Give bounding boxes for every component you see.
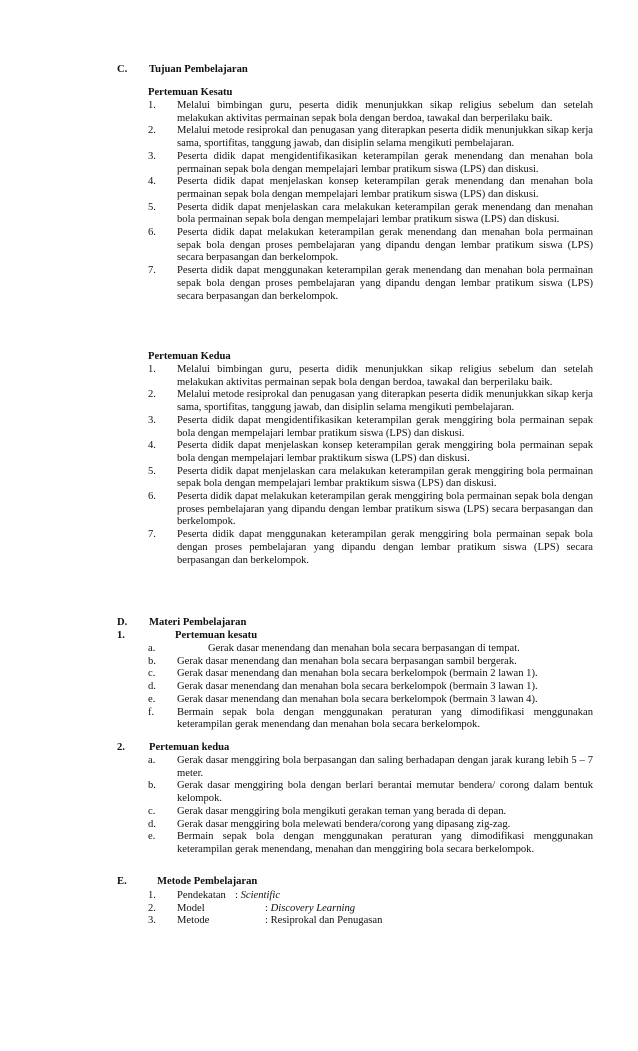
part-title: Pertemuan kesatu [175, 630, 258, 641]
list-item: 7. Peserta didik dapat menggunakan keterampilan gerak menggiring bola permainan sepak bola dengan proses pembelajaran yang dipandu dengan lembar pratikum siswa (LPS) secara berpasangan dan berkelompok. [148, 529, 593, 566]
list-item: 1. Melalui bimbingan guru, peserta didik menunjukkan sikap religius sebelum dan setelah melakukan aktivitas permainan sepak bola dengan berdoa, tawakal dan berperilaku baik. [148, 100, 593, 124]
method-value: Discovery Learning [270, 902, 356, 914]
part-title: Pertemuan kedua [149, 742, 230, 753]
materi-part1-heading [117, 630, 257, 643]
method-row-method: 3. Metode : Resiprokal dan Penugasan [148, 915, 383, 927]
section-title: Materi Pembelajaran [149, 617, 247, 628]
list-item: 5. Peserta didik dapat menjelaskan cara melakukan keterampilan gerak menendang dan menahan bola permainan sepak bola dengan mempelajari lembar pratikum siswa (LPS) dan diskusi. [148, 201, 593, 226]
meeting2-heading: Pertemuan Kedua [148, 351, 231, 362]
list-item: 2. Melalui metode resiprokal dan penugasan yang diterapkan peserta didik menunjukkan sikap kerja sama, sportifitas, tanggung jawab, dan disiplin selama mengikuti pembelajaran. [148, 125, 593, 150]
list-item: 3. Peserta didik dapat mengidentifikasikan keterampilan gerak menggiring bola permainan sepak bola dengan mempelajari lembar pratikum siswa (LPS) dan diskusi. [148, 414, 593, 439]
section-title: Metode Pembelajaran [157, 876, 258, 887]
method-label: Metode [177, 915, 210, 927]
method-sep: : [265, 915, 268, 927]
list-item: 6. Peserta didik dapat melakukan keterampilan gerak menggiring bola permainan sepak bola dengan proses pembelajaran yang dipandu dengan lembar pratikum siswa (LPS) secara berpasangan dan berkelompok. [148, 491, 593, 528]
method-list [148, 890, 593, 928]
materi-part1-list [148, 643, 593, 732]
materi-part2-list [148, 755, 593, 857]
list-item: c. Gerak dasar menendang dan menahan bola secara berkelompok (bermain 2 lawan 1). [148, 668, 538, 680]
part-number: 1. [117, 630, 125, 641]
list-item: 5. Peserta didik dapat menjelaskan cara melakukan keterampilan gerak menggiring bola permainan sepak bola dengan mempelajari lembar praktikum siswa (LPS) dan diskusi. [148, 465, 593, 490]
method-row-approach: 1. Pendekatan : Scientific [148, 890, 281, 901]
section-letter: D. [117, 617, 128, 628]
list-item: c. Gerak dasar menggiring bola mengikuti gerakan teman yang berada di depan. [148, 805, 507, 817]
materi-part2-heading [117, 742, 229, 755]
method-label: Pendekatan [177, 890, 226, 901]
list-item: 2. Melalui metode resiprokal dan penugasan yang diterapkan peserta didik menunjukkan sikap kerja sama, sportifitas, tanggung jawab, dan disiplin selama mengikuti pembelajaran. [148, 389, 593, 414]
section-letter: C. [117, 64, 128, 75]
list-item: a. Gerak dasar menendang dan menahan bola secara berpasangan di tempat. [148, 643, 520, 654]
method-value: Scientific [240, 890, 281, 901]
list-item: e. Gerak dasar menendang dan menahan bola secara berkelompok (bermain 3 lawan 4). [148, 693, 538, 705]
list-item: 3. Peserta didik dapat mengidentifikasikan keterampilan gerak menendang dan menahan bola permainan sepak bola dengan mempelajari lembar pratikum siswa (LPS) dan diskusi. [148, 150, 593, 175]
section-e-heading [117, 876, 257, 889]
method-label: Model [177, 902, 205, 914]
meeting1-heading: Pertemuan Kesatu [148, 87, 233, 98]
list-item: 6. Peserta didik dapat melakukan keterampilan gerak menendang dan menahan bola permainan sepak bola dengan proses pembelajaran yang dipandu dengan lembar pratikum siswa (LPS) secara berpasangan dan berkelompok. [148, 227, 593, 264]
list-item: f. Bermain sepak bola dengan menggunakan peraturan yang dimodifikasi menggunakan keterampilan gerak menendang dan menahan bola secara berkelompok. [148, 706, 593, 731]
meeting2-goals-list [148, 364, 593, 567]
method-value: Resiprokal dan Penugasan [270, 915, 383, 927]
list-item: 4. Peserta didik dapat menjelaskan konsep keterampilan gerak menendang dan menahan bola permainan sepak bola dengan mempelajari lembar pratikum siswa (LPS) dan diskusi. [148, 176, 593, 200]
list-item: e. Bermain sepak bola dengan menggunakan peraturan yang dimodifikasi menggunakan keterampilan gerak menendang, menahan dan menggiring bola secara berkelompok. [148, 831, 593, 855]
list-item: b. Gerak dasar menggiring bola dengan berlari berantai memutar bendera/ corong dalam bentuk kelompok. [148, 780, 593, 805]
method-sep: : [235, 890, 238, 901]
section-d-heading [117, 617, 246, 630]
list-item: 1. Melalui bimbingan guru, peserta didik menunjukkan sikap religius sebelum dan setelah melakukan aktivitas permainan sepak bola dengan berdoa, tawakal dan berperilaku baik. [148, 364, 593, 388]
meeting1-goals-list [148, 100, 593, 303]
list-item: b. Gerak dasar menendang dan menahan bola secara berpasangan sambil bergerak. [148, 655, 517, 667]
method-sep: : [265, 902, 268, 914]
list-item: d. Gerak dasar menendang dan menahan bola secara berkelompok (bermain 3 lawan 1). [148, 681, 538, 693]
method-row-model: 2. Model : Discovery Learning [148, 902, 356, 914]
list-item: 7. Peserta didik dapat menggunakan keterampilan gerak menendang dan menahan bola permainan sepak bola dengan proses pembelajaran yang dipandu dengan lembar pratikum siswa (LPS) secara berpasangan dan berkelompok. [148, 265, 593, 302]
section-c-heading [117, 64, 248, 77]
list-item: d. Gerak dasar menggiring bola melewati bendera/corong yang dipasang zig-zag. [148, 818, 511, 830]
list-item: 4. Peserta didik dapat menjelaskan konsep keterampilan gerak menggiring bola permainan sepak bola dengan mempelajari lembar praktikum siswa (LPS) dan diskusi. [148, 440, 593, 464]
section-title: Tujuan Pembelajaran [149, 64, 248, 75]
part-number: 2. [117, 742, 125, 753]
section-letter: E. [117, 876, 127, 887]
list-item: a. Gerak dasar menggiring bola berpasangan dan saling berhadapan dengan jarak kurang lebih 5 – 7 meter. [148, 755, 593, 779]
